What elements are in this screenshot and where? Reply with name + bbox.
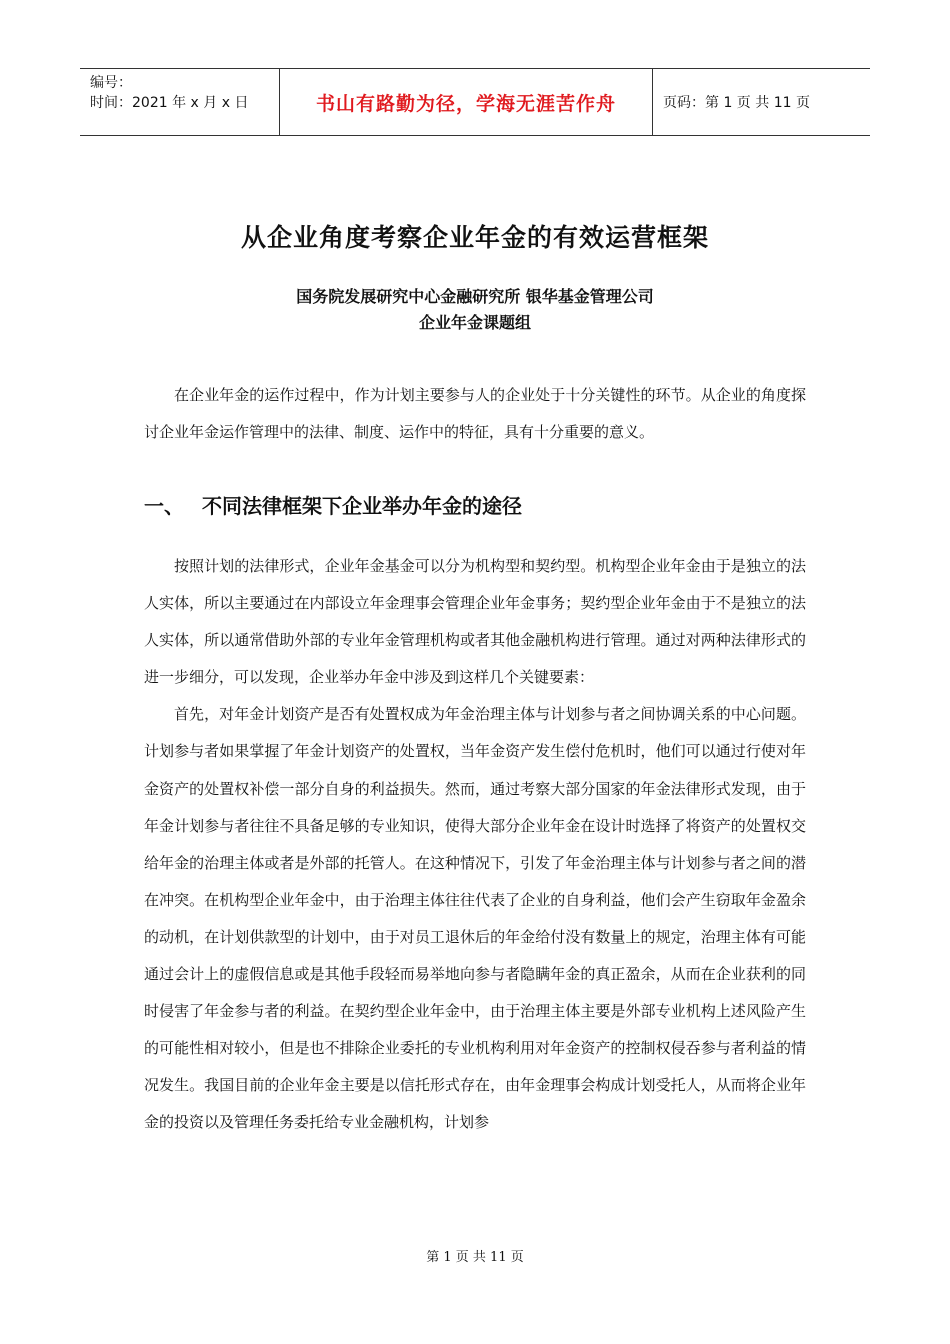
authors-line2: 企业年金课题组: [418, 313, 531, 332]
section-body: [144, 548, 806, 1142]
body-paragraph: 首先，对年金计划资产是否有处置权成为年金治理主体与计划参与者之间协调关系的中心问题。计划参与者如果掌握了年金计划资产的处置权，当年金资产发生偿付危机时，他们可以通过行使对年金资产的处置权补偿一部分自身的利益损失。然而，通过考察大部分国家的年金法律形式发现，由于年金计划参与者往往不具备足够的专业知识，使得大部分企业年金在设计时选择了将资产的处置权交给年金的治理主体或者是外部的托管人。在这种情况下，引发了年金治理主体与计划参与者之间的潜在冲突。在机构型企业年金中，由于治理主体往往代表了企业的自身利益，他们会产生窃取年金盈余的动机，在计划供款型的计划中，由于对员工退休后的年金给付没有数量上的规定，治理主体有可能通过会计上的虚假信息或是其他手段轻而易举地向参与者隐瞒年金的真正盈余，从而在企业获利的同时侵害了年金参与者的利益。在契约型企业年金中，由于治理主体主要是外部专业机构上述风险产生的可能性相对较小，但是也不排除企业委托的专业机构利用对年金资产的控制权侵吞参与者利益的情况发生。我国目前的企业年金主要是以信托形式存在，由年金理事会构成计划受托人，从而将企业年金的投资以及管理任务委托给专业金融机构，计划参: [144, 705, 806, 1132]
page-header: [80, 68, 870, 136]
authors-line1: 国务院发展研究中心金融研究所 银华基金管理公司: [296, 287, 654, 306]
header-meta: [80, 69, 280, 135]
document-title: 从企业角度考察企业年金的有效运营框架: [240, 223, 709, 252]
page-footer: 第 1 页 共 11 页: [426, 1250, 524, 1265]
intro-section: [144, 377, 806, 451]
code-label: 编号：: [90, 75, 132, 91]
date-line: 时间：2021 年 x 月 x 日: [90, 95, 249, 111]
body-paragraph: 按照计划的法律形式，企业年金基金可以分为机构型和契约型。机构型企业年金由于是独立的法人实体，所以主要通过在内部设立年金理事会管理企业年金事务；契约型企业年金由于不是独立的法人实体，所以通常借助外部的专业年金管理机构或者其他金融机构进行管理。通过对两种法律形式的进一步细分，可以发现，企业举办年金中涉及到这样几个关键要素：: [144, 557, 806, 687]
header-motto: 书山有路勤为径，学海无涯苦作舟: [280, 69, 653, 135]
intro-paragraph: 在企业年金的运作过程中，作为计划主要参与人的企业处于十分关键性的环节。从企业的角度探讨企业年金运作管理中的法律、制度、运作中的特征，具有十分重要的意义。: [144, 386, 806, 442]
section-title: 不同法律框架下企业举办年金的途径: [202, 494, 522, 518]
header-page-info: 页码：第 1 页 共 11 页: [663, 95, 810, 111]
authors: [0, 284, 950, 336]
section-number: 一、: [144, 494, 184, 518]
section-heading: [144, 490, 522, 519]
